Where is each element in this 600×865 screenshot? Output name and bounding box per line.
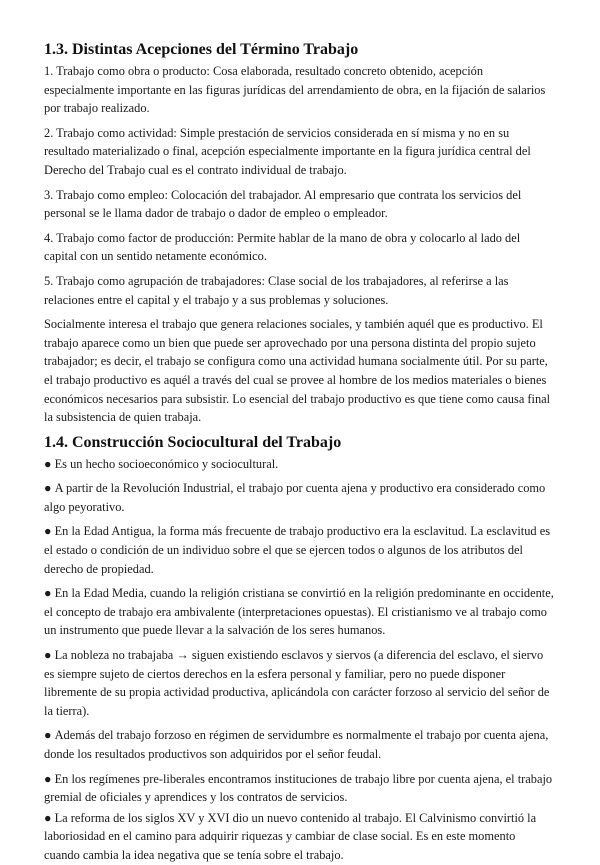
section-construccion: [44, 433, 554, 865]
section-acepciones: [44, 40, 554, 427]
bullet-item: ● En la Edad Media, cuando la religión cristiana se convirtió en la religión predominante en occidente, el concepto de trabajo era ambivalente (interpretaciones opuestas). El cristianismo ve al trabajo como un instrumento que puede llevar a la salvación de los seres humanos.: [44, 584, 554, 640]
list-item: 2. Trabajo como actividad: Simple prestación de servicios considerada en sí misma y no en su resultado materializado o final, acepción especialmente importante en la figura jurídica central del Derecho del Trabajo cual es el contrato individual de trabajo.: [44, 125, 531, 177]
bullet-item: ● La reforma de los siglos XV y XVI dio un nuevo contenido al trabajo. El Calvinismo convirtió la laboriosidad en el camino para adquirir riquezas y cambiar de clase social. Es en este momento cuando cambia la idea negativa que se tenía sobre el trabajo.: [44, 809, 554, 865]
bullet-item: ● Además del trabajo forzoso en régimen de servidumbre es normalmente el trabajo por cuenta ajena, donde los resultados productivos son adquiridos por el señor feudal.: [44, 726, 554, 763]
section-title: 1.3. Distintas Acepciones del Término Trabajo: [44, 41, 359, 58]
bullet-item: ● En los regímenes pre-liberales encontramos instituciones de trabajo libre por cuenta ajena, el trabajo gremial de oficiales y aprendices y los contratos de servicios.: [44, 770, 554, 807]
body-paragraph: Socialmente interesa el trabajo que genera relaciones sociales, y también aquél que es productivo. El trabajo aparece como un bien que puede ser aprovechado por una persona distinta del propio sujeto trabajador; es decir, el trabajo se configura como una actividad humana socialmente útil. Por su parte, el trabajo productivo es aquél a través del cual se provee al hombre de los medios materiales o bienes económicos necesarios para subsistir. Lo esencial del trabajo productivo es que tiene como causa final la subsistencia de quien trabaja.: [44, 317, 551, 425]
list-item: 4. Trabajo como factor de producción: Permite hablar de la mano de obra y colocarlo al lado del capital con un sentido netamente económico.: [44, 230, 521, 264]
bullet-item: ● En la Edad Antigua, la forma más frecuente de trabajo productivo era la esclavitud. La esclavitud es el estado o condición de un individuo sobre el que se ejercen todos o algunos de los atributos del derecho de propiedad.: [44, 522, 554, 578]
list-item: 1. Trabajo como obra o producto: Cosa elaborada, resultado concreto obtenido, acepción especialmente importante en las figuras jurídicas del arrendamiento de obra, en la fijación de salarios por trabajo realizado.: [44, 64, 546, 116]
bullet-item: ● A partir de la Revolución Industrial, el trabajo por cuenta ajena y productivo era considerado como algo peyorativo.: [44, 479, 554, 516]
list-item: 5. Trabajo como agrupación de trabajadores: Clase social de los trabajadores, al referirse a las relaciones entre el capital y el trabajo y a sus problemas y soluciones.: [44, 273, 509, 307]
list-item: 3. Trabajo como empleo: Colocación del trabajador. Al empresario que contrata los servicios del personal se le llama dador de trabajo o dador de empleo o empleador.: [44, 187, 522, 221]
bullet-item: ● La nobleza no trabajaba → siguen existiendo esclavos y siervos (a diferencia del esclavo, el siervo es siempre sujeto de ciertos derechos en la esfera personal y familiar, pero no puede disponer libremente de su propia actividad productiva, aplicándola con carácter forzoso al servicio del señor de la tierra).: [44, 646, 554, 720]
section-title: 1.4. Construcción Sociocultural del Trabajo: [44, 433, 342, 451]
bullet-item: ● Es un hecho socioeconómico y sociocultural.: [44, 455, 554, 474]
